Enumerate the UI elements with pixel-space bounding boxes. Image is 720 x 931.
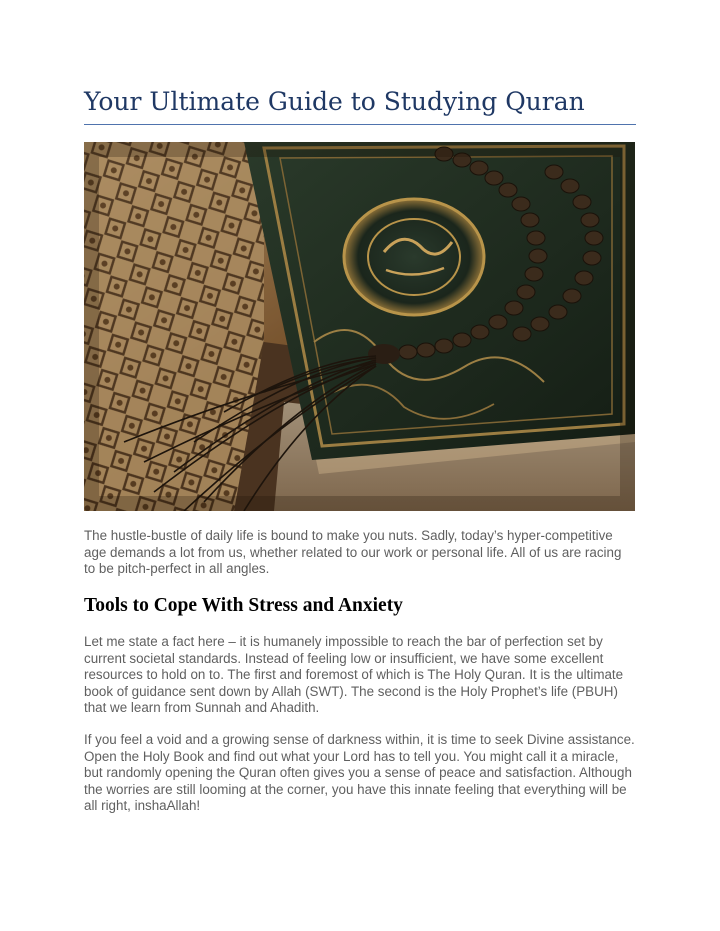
- quran-book-with-prayer-beads-image: [84, 142, 635, 511]
- intro-paragraph: The hustle-bustle of daily life is bound to make you nuts. Sadly, today’s hyper-competitive age demands a lot from us, whether related to our work or personal life. All of us are racing to be pitch-perfect in all angles.: [84, 528, 622, 577]
- document-title: Your Ultimate Guide to Studying Quran: [84, 87, 585, 116]
- quran-photo: [84, 142, 635, 511]
- body-paragraph-2: If you feel a void and a growing sense of darkness within, it is time to seek Divine assistance. Open the Holy Book and find out what your Lord has to tell you. You might call it a miracle, but randomly opening the Quran often gives you a sense of peace and satisfaction. Although the worries are still looming at the corner, you have this innate feeling that everything will be all right, inshaAllah!: [84, 732, 635, 814]
- section-heading: Tools to Cope With Stress and Anxiety: [84, 595, 403, 616]
- body-paragraph-1: Let me state a fact here – it is humanely impossible to reach the bar of perfection set by current societal standards. Instead of feeling low or insufficient, we have some excellent resources to hold on to. The first and foremost of which is The Holy Quran. It is the ultimate book of guidance sent down by Allah (SWT). The second is the Holy Prophet’s life (PBUH) that we learn from Sunnah and Ahadith.: [84, 634, 624, 716]
- title-underline: [84, 124, 636, 125]
